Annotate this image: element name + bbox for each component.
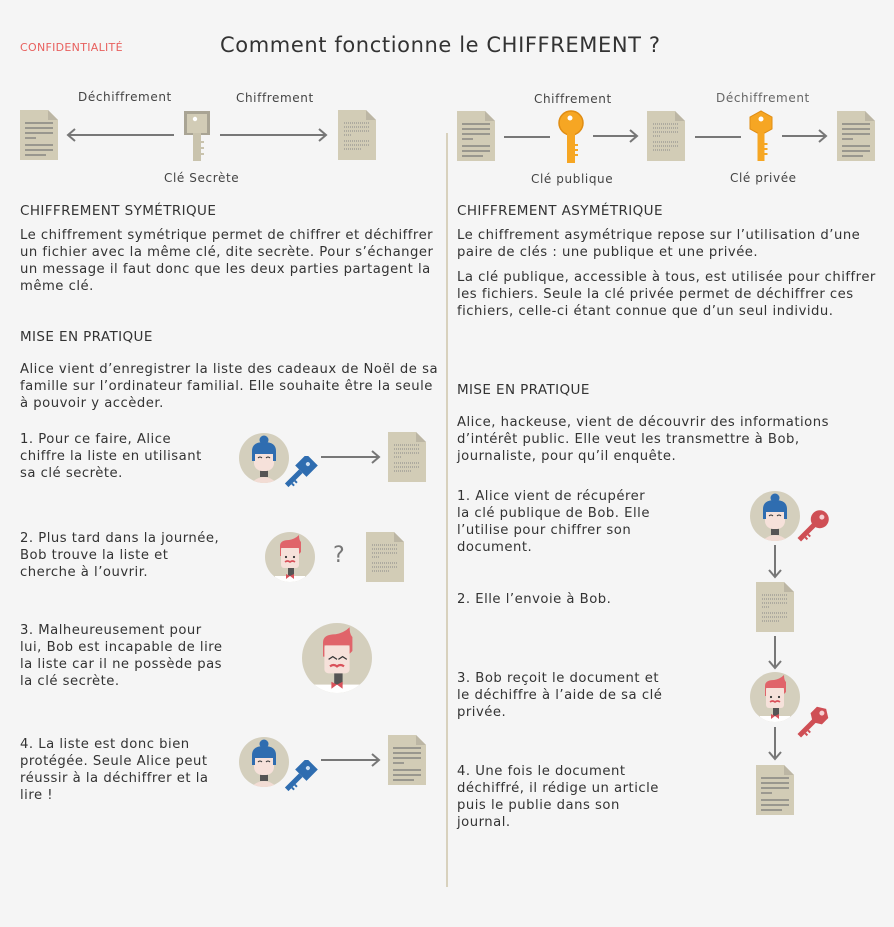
encrypt-label: Chiffrement (534, 92, 612, 106)
symmetric-intro: Le chiffrement symétrique permet de chiffrer et déchiffrer un fichier avec la même clé, dite secrète. Pour s’échanger un message il faut donc que les deux parties partagent la même clé. (20, 228, 434, 294)
page-title: Comment fonctionne le CHIFFREMENT ? (220, 33, 661, 57)
symmetric-step-3: 3. Malheureusement pour lui, Bob est incapable de lire la liste car il ne possède pas la clé secrète. (20, 623, 223, 689)
decrypt-label: Déchiffrement (78, 90, 172, 104)
encrypted-document-icon (338, 110, 376, 160)
encrypted-document-icon (388, 432, 426, 482)
bob-avatar-icon (265, 532, 315, 582)
sad-bob-avatar-icon (302, 623, 372, 693)
arrow-right-icon (782, 128, 828, 144)
secret-key-icon (184, 111, 210, 161)
column-divider (446, 133, 448, 887)
asymmetric-step-3: 3. Bob reçoit le document et le déchiffre à l’aide de sa clé privée. (457, 671, 663, 720)
symmetric-practice-heading: MISE EN PRATIQUE (20, 329, 153, 345)
private-key-red-icon (792, 703, 832, 743)
arrow-right-icon (219, 127, 329, 143)
symmetric-step-1: 1. Pour ce faire, Alice chiffre la liste en utilisant sa clé secrète. (20, 432, 202, 481)
symmetric-step-4: 4. La liste est donc bien protégée. Seule Alice peut réussir à la déchiffrer et la lire ! (20, 737, 209, 803)
asymmetric-practice-heading: MISE EN PRATIQUE (457, 382, 590, 398)
asymmetric-step-4: 4. Une fois le document déchiffré, il rédige un article puis le publie dans son journal. (457, 764, 659, 830)
symmetric-heading: CHIFFREMENT SYMÉTRIQUE (20, 203, 217, 219)
arrow-right-icon (321, 752, 381, 768)
symmetric-practice-intro: Alice vient d’enregistrer la liste des cadeaux de Noël de sa famille sur l’ordinateur familial. Elle souhaite être la seule à pouvoir y accèder. (20, 362, 439, 411)
encrypted-document-icon (647, 111, 685, 161)
plain-document-icon (20, 110, 58, 160)
plain-document-icon (388, 735, 426, 785)
arrow-right-icon (593, 128, 639, 144)
asymmetric-heading: CHIFFREMENT ASYMÉTRIQUE (457, 203, 663, 219)
decrypt-label: Déchiffrement (716, 91, 810, 105)
question-mark-icon: ? (333, 543, 345, 568)
public-key-icon (558, 111, 584, 163)
asymmetric-intro-2: La clé publique, accessible à tous, est utilisée pour chiffrer les fichiers. Seule la clé privée permet de déchiffrer ces fichiers, celle-ci étant connue que d’un seul individu. (457, 270, 876, 319)
encrypt-label: Chiffrement (236, 91, 314, 105)
secret-key-label: Clé Secrète (164, 171, 240, 185)
arrow-down-icon (768, 727, 782, 761)
arrow-left-icon (66, 127, 176, 143)
asymmetric-practice-intro: Alice, hackeuse, vient de découvrir des informations d’intérêt public. Elle veut les transmettre à Bob, journaliste, pour qu’il enquête. (457, 415, 829, 464)
plain-document-icon (457, 111, 495, 161)
section-tag: CONFIDENTIALITÉ (20, 41, 123, 54)
encrypted-document-icon (366, 532, 404, 582)
connector-line (695, 135, 741, 139)
secret-key-blue-icon (278, 456, 318, 492)
asymmetric-intro-1: Le chiffrement asymétrique repose sur l’utilisation d’une paire de clés : une publique et une privée. (457, 228, 861, 260)
plain-document-icon (837, 111, 875, 161)
arrow-down-icon (768, 545, 782, 579)
public-key-label: Clé publique (531, 172, 614, 186)
private-key-label: Clé privée (730, 171, 797, 185)
plain-document-icon (756, 765, 794, 815)
private-key-icon (749, 111, 773, 161)
public-key-red-icon (792, 507, 832, 547)
symmetric-step-2: 2. Plus tard dans la journée, Bob trouve la liste et cherche à l’ouvrir. (20, 531, 220, 580)
connector-line (504, 135, 550, 139)
arrow-right-icon (321, 449, 381, 465)
secret-key-blue-icon (278, 760, 318, 796)
arrow-down-icon (768, 636, 782, 670)
asymmetric-step-1: 1. Alice vient de récupérer la clé publique de Bob. Elle l’utilise pour chiffrer son document. (457, 489, 650, 555)
encrypted-document-icon (756, 582, 794, 632)
asymmetric-step-2: 2. Elle l’envoie à Bob. (457, 592, 612, 607)
